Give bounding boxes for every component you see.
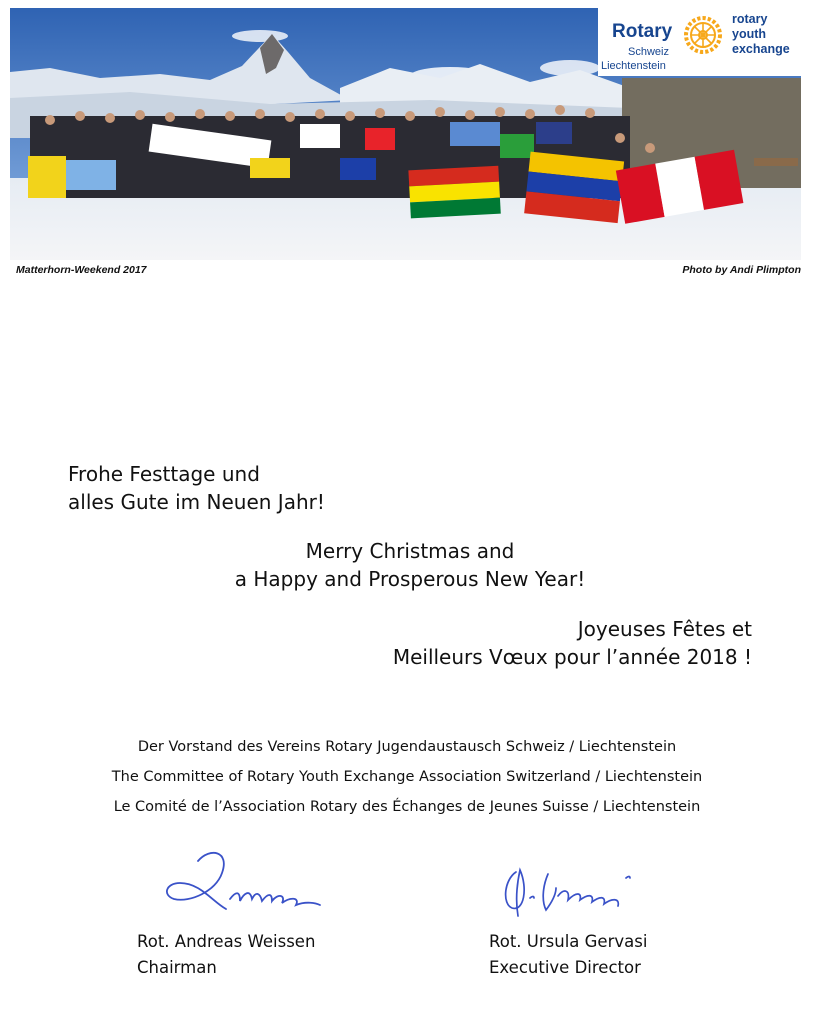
- logo-brand: Rotary: [612, 21, 673, 42]
- greeting-german-line2: alles Gute im Neuen Jahr!: [68, 490, 325, 514]
- greeting-english-line1: Merry Christmas and: [305, 539, 515, 563]
- logo-country-line1: Schweiz: [628, 46, 669, 58]
- committee-line-fr: Le Comité de l’Association Rotary des Échanges de Jeunes Suisse / Liechtenstein: [113, 799, 701, 815]
- greeting-english-line2: a Happy and Prosperous New Year!: [234, 567, 586, 591]
- logo-program-line1: rotary: [732, 12, 768, 26]
- signature-ursula-gervasi: [498, 858, 648, 920]
- greeting-french-line2: Meilleurs Vœux pour l’année 2018 !: [392, 645, 752, 669]
- signatory-executive-director: [489, 929, 647, 981]
- committee-line-en: The Committee of Rotary Youth Exchange Association Switzerland / Liechtenstein: [111, 769, 703, 785]
- photo-credit: Photo by Andi Plimpton: [682, 264, 801, 276]
- signatory-role: Chairman: [137, 958, 217, 977]
- photo-caption: Matterhorn-Weekend 2017: [16, 264, 147, 276]
- logo-program-name: [732, 12, 790, 57]
- greeting-german: [68, 460, 325, 516]
- rotary-wheel-icon: [682, 14, 724, 56]
- signatory-role: Executive Director: [489, 958, 641, 977]
- logo-program-line2: youth: [732, 27, 767, 41]
- committee-line-de: Der Vorstand des Vereins Rotary Jugendaustausch Schweiz / Liechtenstein: [137, 739, 677, 755]
- logo-program-line3: exchange: [732, 42, 790, 56]
- greeting-english: [150, 537, 670, 593]
- signatory-chairman: [137, 929, 315, 981]
- greeting-german-line1: Frohe Festtage und: [68, 462, 260, 486]
- signatory-name: Rot. Andreas Weissen: [137, 932, 316, 951]
- logo-country-line2: Liechtenstein: [601, 60, 666, 72]
- signatory-name: Rot. Ursula Gervasi: [489, 932, 648, 951]
- rotary-youth-exchange-logo: [598, 8, 801, 76]
- signature-andreas-weissen: [160, 843, 330, 915]
- greeting-french-line1: Joyeuses Fêtes et: [577, 617, 752, 641]
- greeting-french: [393, 615, 752, 671]
- committee-block: [0, 732, 814, 822]
